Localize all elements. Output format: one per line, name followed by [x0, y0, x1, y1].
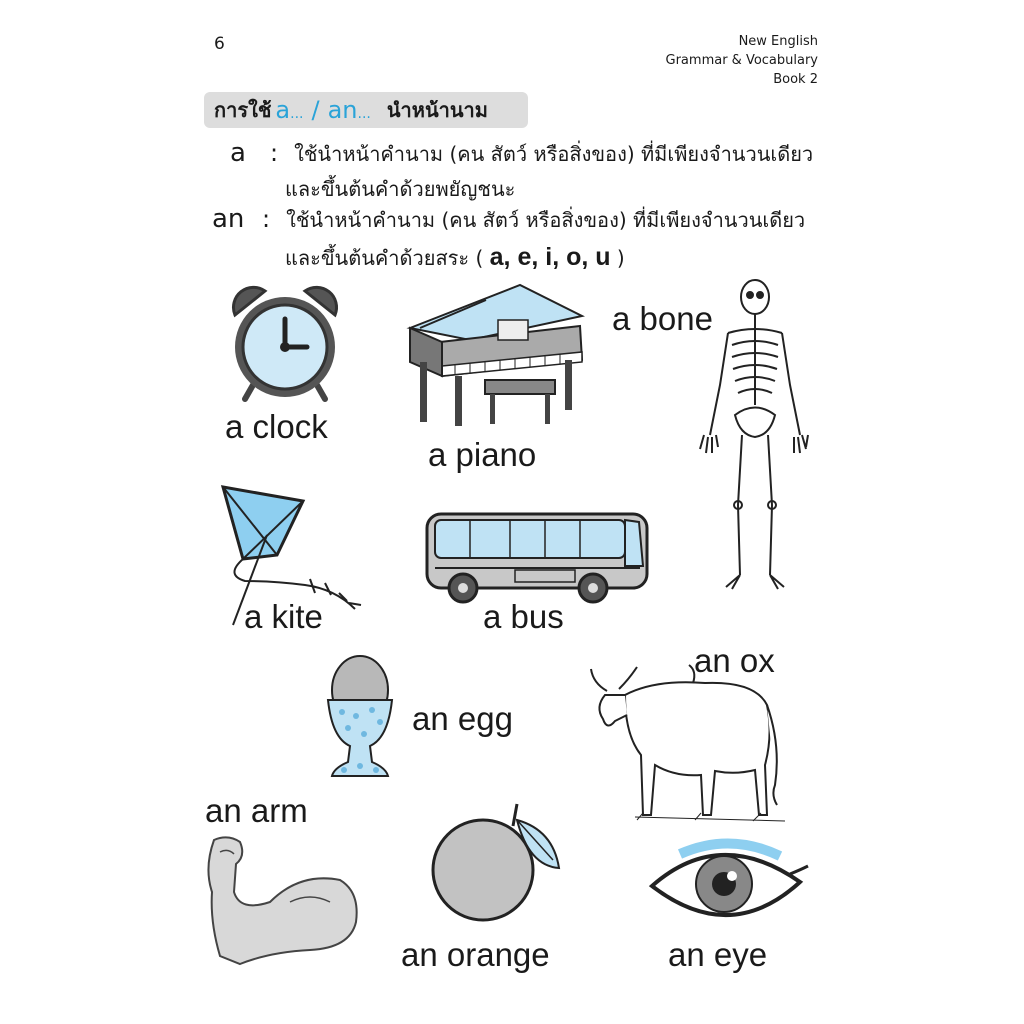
title-an: an... [327, 96, 371, 124]
label-orange: an orange [401, 936, 550, 973]
piano-icon [400, 280, 590, 430]
rule-a-line2: และขึ้นต้นคำด้วยพยัญชนะ [285, 177, 516, 201]
label-arm: an arm [205, 792, 308, 829]
label-piano: a piano [428, 436, 537, 473]
eye-icon [650, 836, 810, 936]
page-number: 6 [214, 34, 225, 54]
clock-icon [225, 285, 345, 405]
title-slash: / [311, 96, 320, 124]
book-title-line3: Book 2 [773, 72, 818, 87]
rule-an-key: an [212, 204, 245, 234]
rule-a-key: a [230, 138, 246, 168]
orange-icon [425, 798, 565, 928]
book-title-line2: Grammar & Vocabulary [665, 53, 818, 68]
rule-an-line1: ใช้นำหน้าคำนาม (คน สัตว์ หรือสิ่งของ) ที่มีเพียงจำนวนเดียว [286, 208, 806, 232]
label-bone: a bone [612, 300, 713, 337]
bus-icon [425, 508, 655, 608]
rule-an-line2: และขึ้นต้นคำด้วยสระ ( a, e, i, o, u ) [285, 243, 625, 271]
rule-a-colon: : [270, 139, 279, 167]
label-bus: a bus [483, 598, 564, 635]
label-eye: an eye [668, 936, 768, 973]
rule-an [212, 202, 805, 237]
title-suffix: นำหน้านาม [386, 98, 488, 122]
title-prefix: การใช้ [214, 98, 272, 122]
section-title [204, 92, 528, 128]
label-ox: an ox [694, 642, 775, 679]
book-title [666, 32, 818, 89]
egg-icon [322, 652, 397, 782]
book-title-line1: New English [738, 34, 818, 49]
label-egg: an egg [412, 700, 513, 737]
skeleton-icon [690, 275, 820, 605]
rule-a [230, 136, 813, 171]
rule-an-colon: : [262, 205, 271, 233]
label-kite: a kite [244, 598, 323, 635]
label-clock: a clock [225, 408, 328, 445]
rule-a-line1: ใช้นำหน้าคำนาม (คน สัตว์ หรือสิ่งของ) ที่มีเพียงจำนวนเดียว [294, 142, 814, 166]
arm-icon [200, 832, 360, 972]
ox-icon [585, 655, 785, 825]
vowels: a, e, i, o, u [489, 243, 611, 271]
title-a: a... [275, 96, 304, 124]
